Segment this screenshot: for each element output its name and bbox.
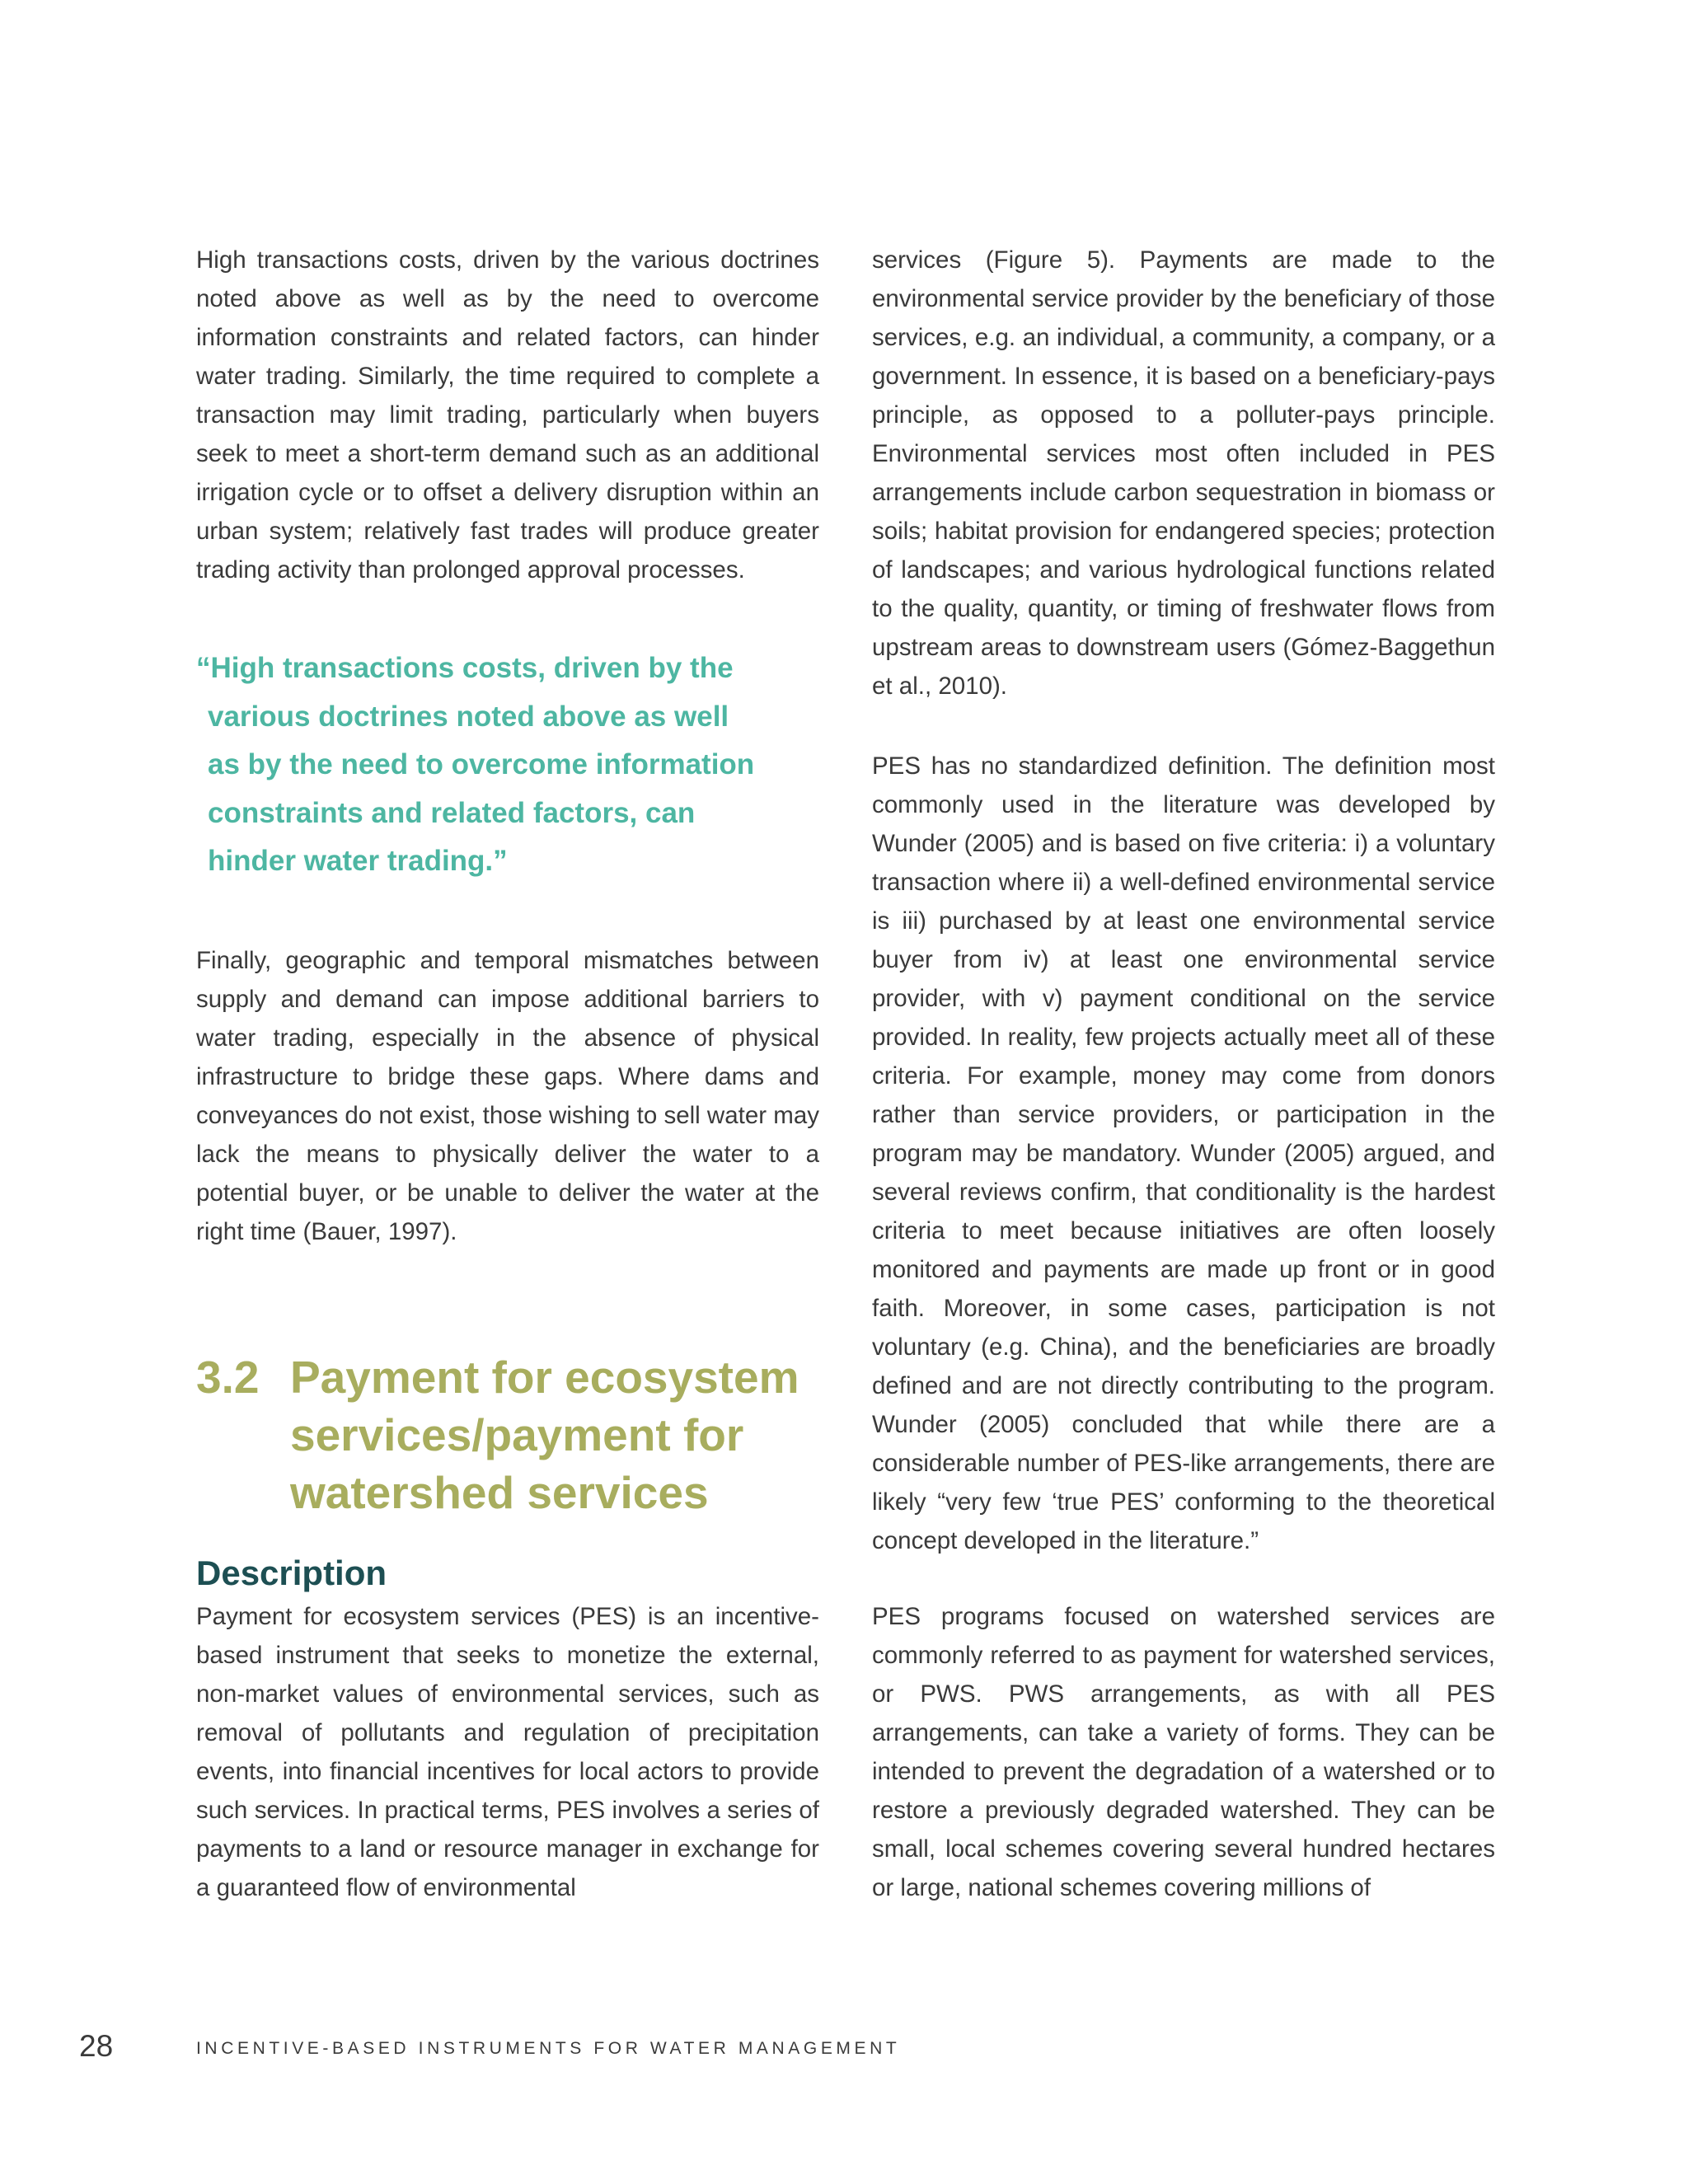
running-title: INCENTIVE-BASED INSTRUMENTS FOR WATER MANAGEMENT xyxy=(196,2039,901,2058)
left-paragraph-1: High transactions costs, driven by the various doctrines noted above as well as by the need to overcome information constraints and related factors, can hinder water trading. Similarly, the time required to complete a transaction may limit trading, particularly when buyers seek to meet a short-term demand such as an additional irrigation cycle or to offset a delivery disruption within an urban system; relatively fast trades will produce greater trading activity than prolonged approval processes. xyxy=(196,246,819,583)
section-number: 3.2 xyxy=(196,1352,260,1403)
left-paragraph-2: Finally, geographic and temporal mismatches between supply and demand can impose additional barriers to water trading, especially in the absence of physical infrastructure to bridge these gaps. Where dams and conveyances do not exist, those wishing to sell water may lack the means to physically deliver the water to a potential buyer, or be unable to deliver the water at the right time (Bauer, 1997). xyxy=(196,947,819,1245)
section-title-line: watershed services xyxy=(290,1467,709,1518)
pull-quote-line: hinder water trading.” xyxy=(208,845,508,877)
pull-quote-line: various doctrines noted above as well xyxy=(208,700,729,733)
pull-quote-line: constraints and related factors, can xyxy=(208,796,696,829)
left-paragraph-3: Payment for ecosystem services (PES) is an incentive-based instrument that seeks to monetize the external, non-market values of environmental services, such as removal of pollutants and regulation of precipitation events, into financial incentives for local actors to provide such services. In practical terms, PES involves a series of payments to a land or resource manager in exchange for a guaranteed flow of environmental xyxy=(196,1603,819,1901)
pull-quote-line: as by the need to overcome information xyxy=(208,748,755,780)
pull-quote xyxy=(196,644,773,886)
right-paragraph-1: services (Figure 5). Payments are made to the environmental service provider by the beneficiary of those services, e.g. an individual, a community, a company, or a government. In essence, it is based on a beneficiary-pays principle, as opposed to a polluter-pays principle. Environmental services most often included in PES arrangements include carbon sequestration in biomass or soils; habitat provision for endangered species; protection of landscapes; and various hydrological functions related to the quality, quantity, or timing of freshwater flows from upstream areas to downstream users (Gómez-Baggethun et al., 2010). xyxy=(872,246,1495,700)
right-paragraph-2: PES has no standardized definition. The definition most commonly used in the literature was developed by Wunder (2005) and is based on five criteria: i) a voluntary transaction where ii) a well-defined environmental service is iii) purchased by at least one environmental service buyer from iv) at least one environmental service provider, with v) payment conditional on the service provided. In reality, few projects actually meet all of these criteria. For example, money may come from donors rather than service providers, or participation in the program may be mandatory. Wunder (2005) argued, and several reviews confirm, that conditionality is the hardest criteria to meet because initiatives are often loosely monitored and payments are made up front or in good faith. Moreover, in some cases, participation is not voluntary (e.g. China), and the beneficiaries are broadly defined and are not directly contributing to the program. Wunder (2005) concluded that while there are a considerable number of PES-like arrangements, there are likely “very few ‘true PES’ conforming to the theoretical concept developed in the literature.” xyxy=(872,752,1495,1554)
right-paragraph-3: PES programs focused on watershed services are commonly referred to as payment for watershed services, or PWS. PWS arrangements, as with all PES arrangements, can take a variety of forms. They can be intended to prevent the degradation of a watershed or to restore a previously degraded watershed. They can be small, local schemes covering several hundred hectares or large, national schemes covering millions of xyxy=(872,1603,1495,1901)
subheading-description: Description xyxy=(196,1554,387,1592)
pull-quote-line: “High transactions costs, driven by the xyxy=(196,652,734,684)
section-title xyxy=(290,1348,799,1521)
page-number: 28 xyxy=(79,2029,114,2063)
section-title-line: services/payment for xyxy=(290,1409,744,1460)
section-title-line: Payment for ecosystem xyxy=(290,1352,799,1403)
